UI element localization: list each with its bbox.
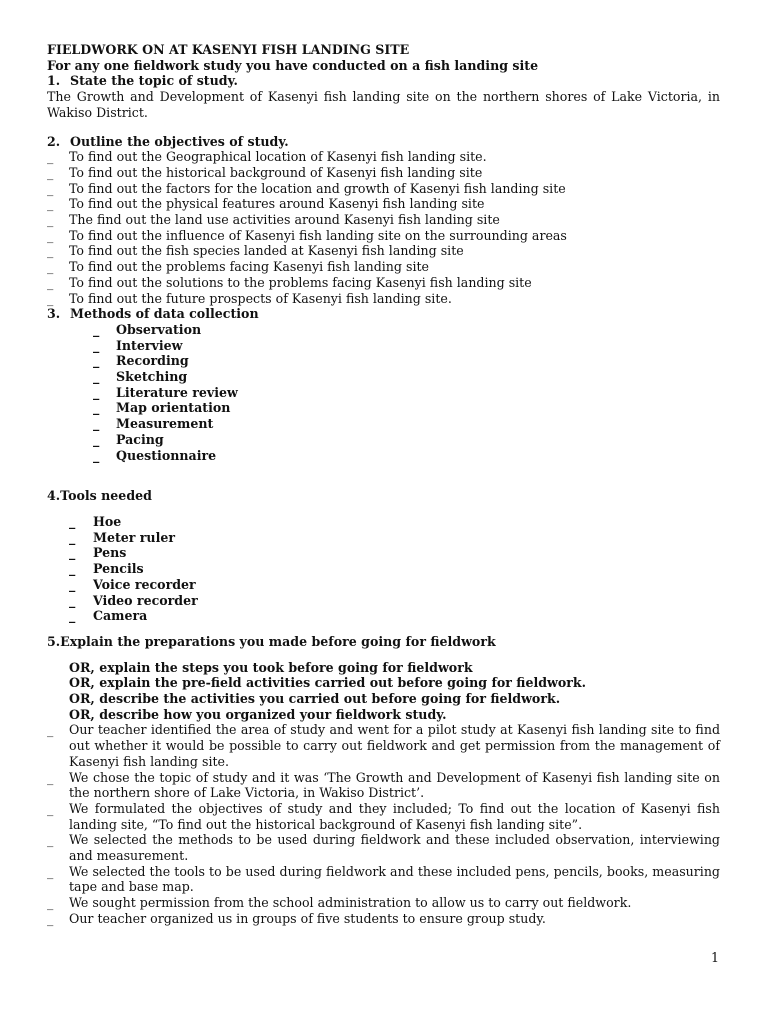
bullet-dash: _ xyxy=(47,800,54,816)
preparation-text: Our teacher identified the area of study and went for a pilot study at Kasenyi fish landing site to find out whether it would be possible to carry out fieldwork and get permission from the management of Kasenyi fish landing site. xyxy=(69,722,720,769)
method-item-text: Observation xyxy=(116,321,202,337)
tool-item-text: Voice recorder xyxy=(93,576,196,592)
objective-item xyxy=(47,275,720,291)
q1-answer: The Growth and Development of Kasenyi fish landing site on the northern shores of Lake Victoria, in Wakiso District. xyxy=(47,89,720,120)
tool-item-text: Camera xyxy=(93,608,148,624)
objective-text: The find out the land use activities around Kasenyi fish landing site xyxy=(69,212,500,228)
objective-item xyxy=(47,181,720,197)
bullet-dash: _ xyxy=(93,337,100,353)
tool-item xyxy=(47,514,720,530)
bullet-dash: _ xyxy=(47,196,54,212)
method-item xyxy=(47,385,720,401)
bullet-dash: _ xyxy=(47,910,54,926)
tool-item xyxy=(47,608,720,624)
bullet-dash: _ xyxy=(93,384,100,400)
tools-list xyxy=(47,514,720,624)
tool-item xyxy=(47,593,720,609)
method-item xyxy=(47,448,720,464)
bullet-dash: _ xyxy=(69,545,76,561)
bullet-dash: _ xyxy=(93,431,100,447)
objective-item xyxy=(47,228,720,244)
preparation-item xyxy=(47,864,720,895)
method-item-text: Literature review xyxy=(116,384,238,400)
bullet-dash: _ xyxy=(47,243,54,259)
bullet-dash: _ xyxy=(93,353,100,369)
bullet-dash: _ xyxy=(93,369,100,385)
q3-heading-text: Methods of data collection xyxy=(70,306,259,322)
objective-text: To find out the fish species landed at Kasenyi fish landing site xyxy=(69,243,464,259)
preparation-text: Our teacher organized us in groups of five students to ensure group study. xyxy=(69,910,546,926)
preparation-item xyxy=(47,895,720,911)
preparation-item xyxy=(47,770,720,801)
method-item-text: Map orientation xyxy=(116,400,231,416)
objective-text: To find out the influence of Kasenyi fish landing site on the surrounding areas xyxy=(69,227,567,243)
bullet-dash: _ xyxy=(47,227,54,243)
q4-heading: 4.Tools needed xyxy=(47,488,152,504)
preparation-text: We selected the tools to be used during fieldwork and these included pens, pencils, books, measuring tape and base map. xyxy=(69,863,720,895)
document-title: FIELDWORK ON AT KASENYI FISH LANDING SITE xyxy=(47,42,410,57)
q1-heading xyxy=(47,73,720,89)
bullet-dash: _ xyxy=(69,529,76,545)
tool-item xyxy=(47,545,720,561)
alternative-question: OR, describe the activities you carried out before going for fieldwork. xyxy=(69,691,561,707)
tool-item xyxy=(47,561,720,577)
method-item xyxy=(47,338,720,354)
objective-item xyxy=(47,259,720,275)
method-item-text: Interview xyxy=(116,337,183,353)
method-item-text: Recording xyxy=(116,353,189,369)
bullet-dash: _ xyxy=(69,513,76,529)
objectives-list xyxy=(47,149,720,306)
method-item-text: Sketching xyxy=(116,369,188,385)
preparations-list xyxy=(47,722,720,926)
tool-item-text: Hoe xyxy=(93,513,122,529)
method-item xyxy=(47,353,720,369)
tool-item-text: Video recorder xyxy=(93,592,198,608)
bullet-dash: _ xyxy=(93,416,100,432)
q2-number: 2. xyxy=(47,133,61,149)
bullet-dash: _ xyxy=(47,895,54,911)
q1-number: 1. xyxy=(47,73,61,89)
tool-item xyxy=(47,530,720,546)
alternative-question: OR, describe how you organized your fieldwork study. xyxy=(69,706,447,722)
bullet-dash: _ xyxy=(47,722,54,738)
method-item-text: Pacing xyxy=(116,431,164,447)
bullet-dash: _ xyxy=(93,447,100,463)
bullet-dash: _ xyxy=(69,592,76,608)
method-item xyxy=(47,432,720,448)
bullet-dash: _ xyxy=(47,863,54,879)
method-item xyxy=(47,322,720,338)
q2-heading-text: Outline the objectives of study. xyxy=(70,133,289,149)
bullet-dash: _ xyxy=(69,576,76,592)
preparation-text: We formulated the objectives of study and they included; To find out the location of Kasenyi fish landing site, “To find out the historical background of Kasenyi fish landing site”. xyxy=(69,800,720,832)
bullet-dash: _ xyxy=(47,274,54,290)
objective-item xyxy=(47,291,720,307)
objective-item xyxy=(47,149,720,165)
objective-item xyxy=(47,196,720,212)
objective-text: To find out the Geographical location of Kasenyi fish landing site. xyxy=(69,149,487,165)
page-number: 1 xyxy=(711,950,720,965)
bullet-dash: _ xyxy=(47,164,54,180)
objective-text: To find out the solutions to the problems facing Kasenyi fish landing site xyxy=(69,274,532,290)
objective-text: To find out the physical features around Kasenyi fish landing site xyxy=(69,196,485,212)
objective-item xyxy=(47,165,720,181)
objective-item xyxy=(47,212,720,228)
bullet-dash: _ xyxy=(47,769,54,785)
tool-item-text: Pens xyxy=(93,545,127,561)
tool-item-text: Meter ruler xyxy=(93,529,176,545)
bullet-dash: _ xyxy=(47,149,54,165)
document-page xyxy=(47,42,720,927)
alternative-question: OR, explain the steps you took before going for fieldwork xyxy=(69,659,473,675)
objective-item xyxy=(47,243,720,259)
tool-item xyxy=(47,577,720,593)
q5-alternative-questions xyxy=(47,660,720,723)
bullet-dash: _ xyxy=(47,832,54,848)
q2-heading xyxy=(47,134,720,150)
bullet-dash: _ xyxy=(69,561,76,577)
bullet-dash: _ xyxy=(47,180,54,196)
method-item-text: Measurement xyxy=(116,416,214,432)
objective-text: To find out the future prospects of Kasenyi fish landing site. xyxy=(69,290,452,306)
bullet-dash: _ xyxy=(47,259,54,275)
alternative-question: OR, explain the pre-field activities carried out before going for fieldwork. xyxy=(69,675,587,691)
preparation-text: We sought permission from the school administration to allow us to carry out fieldwork. xyxy=(69,895,632,911)
preparation-item xyxy=(47,832,720,863)
objective-text: To find out the historical background of Kasenyi fish landing site xyxy=(69,164,483,180)
preparation-item xyxy=(47,911,720,927)
objective-text: To find out the problems facing Kasenyi fish landing site xyxy=(69,259,429,275)
q3-number: 3. xyxy=(47,306,61,322)
method-item xyxy=(47,400,720,416)
preparation-text: We selected the methods to be used during fieldwork and these included observation, interviewing and measurement. xyxy=(69,832,720,864)
tool-item-text: Pencils xyxy=(93,561,144,577)
methods-list xyxy=(47,322,720,463)
preparation-text: We chose the topic of study and it was ‘The Growth and Development of Kasenyi fish landing site on the northern shore of Lake Victoria, in Wakiso District’. xyxy=(69,769,720,801)
q1-heading-text: State the topic of study. xyxy=(70,73,238,89)
bullet-dash: _ xyxy=(47,212,54,228)
question-instruction: For any one fieldwork study you have conducted on a fish landing site xyxy=(47,57,539,73)
objective-text: To find out the factors for the location and growth of Kasenyi fish landing site xyxy=(69,180,566,196)
method-item xyxy=(47,369,720,385)
bullet-dash: _ xyxy=(93,400,100,416)
bullet-dash: _ xyxy=(47,290,54,306)
q5-heading: 5.Explain the preparations you made before going for fieldwork xyxy=(47,633,496,649)
q3-heading xyxy=(47,306,720,322)
method-item-text: Questionnaire xyxy=(116,447,217,463)
bullet-dash: _ xyxy=(69,608,76,624)
bullet-dash: _ xyxy=(93,321,100,337)
preparation-item xyxy=(47,722,720,769)
preparation-item xyxy=(47,801,720,832)
method-item xyxy=(47,416,720,432)
